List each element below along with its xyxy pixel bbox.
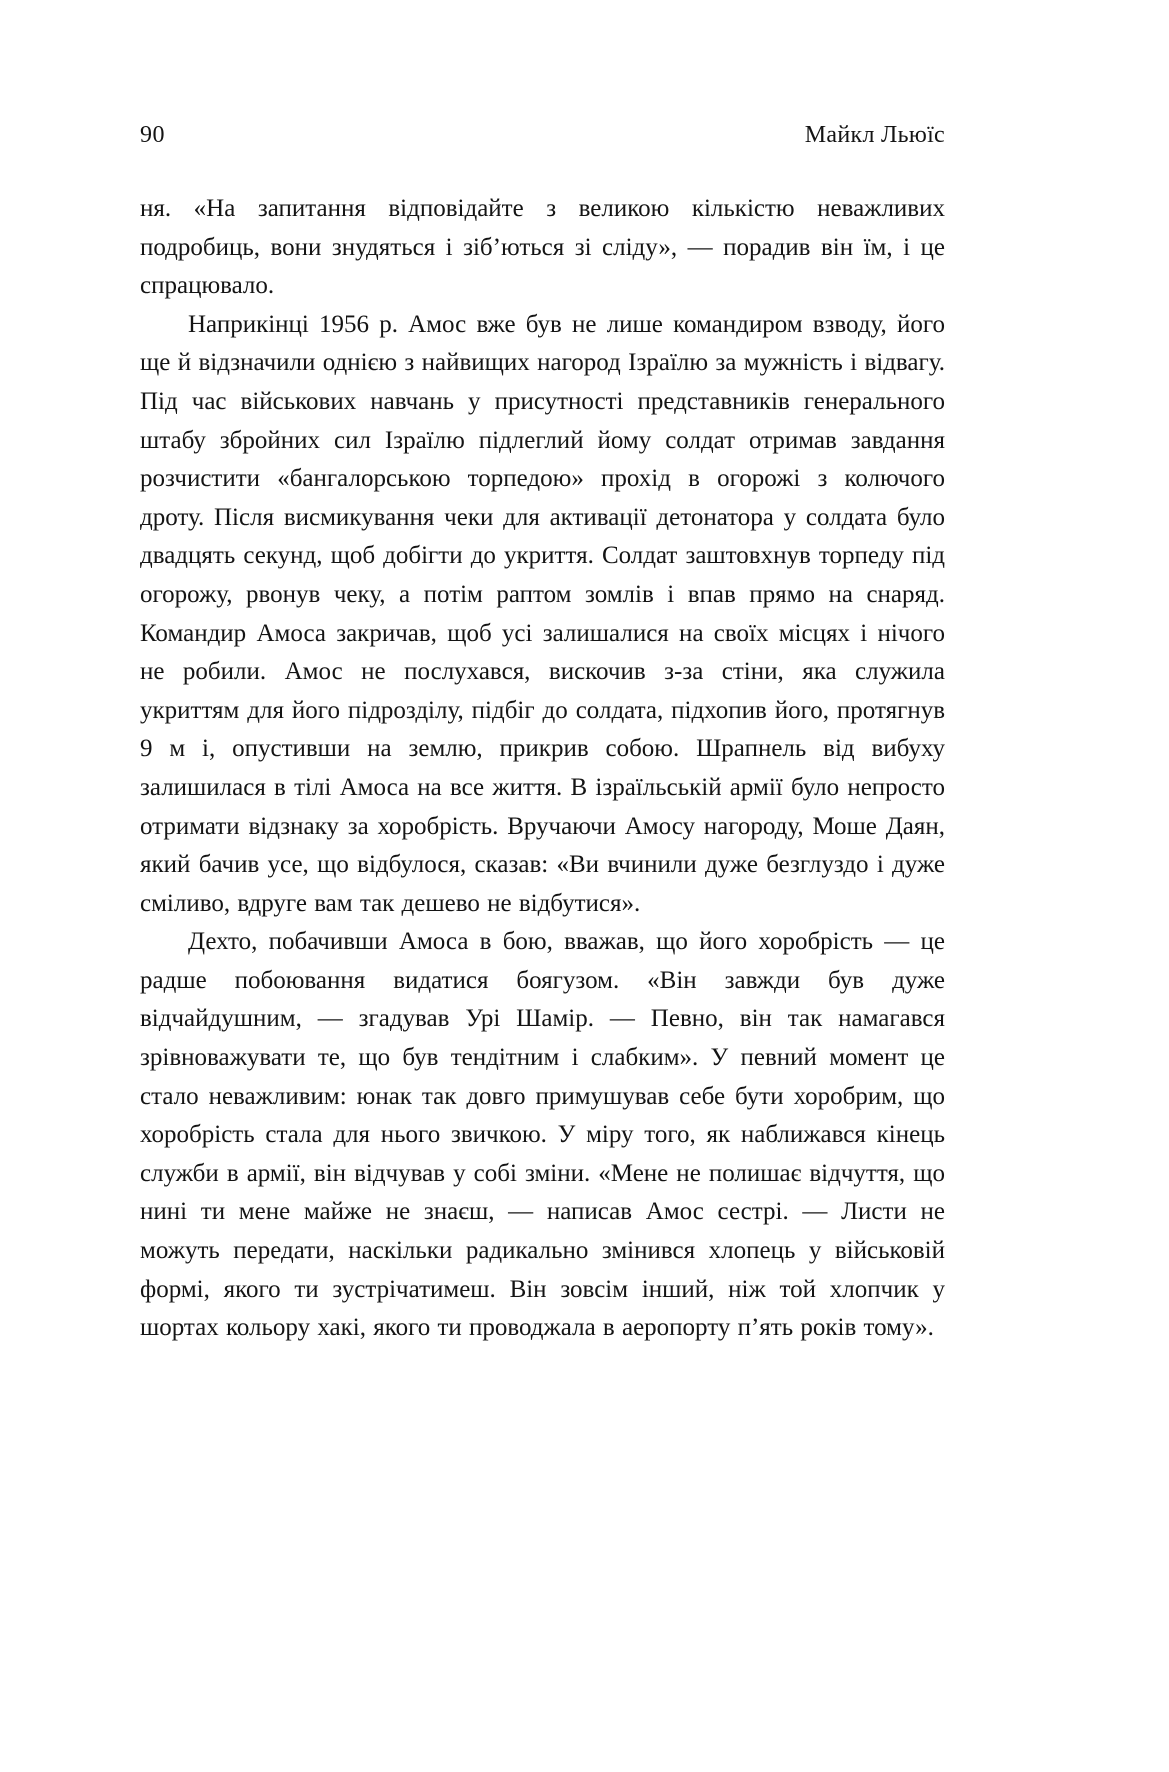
page-number: 90 xyxy=(140,122,165,148)
paragraph-continuation: ня. «На запитання відповідайте з великою кількістю неважливих подробиць, вони знудяться і зіб’ються зі сліду», — порадив він їм, і це спрацювало. xyxy=(140,195,945,300)
paragraph: Дехто, побачивши Амоса в бою, вважав, що його хоробрість — це радше побоювання видатися боягузом. «Він завжди був дуже відчайдушним, — згадував Урі Шамір. — Певно, він так намагався зрівноважувати те, що був тендітним і слабким». У певний момент це стало неважливим: юнак так довго примушував себе бути хоробрим, що хоробрість стала для нього звичкою. У міру того, як наближався кінець служби в армії, він відчував у собі зміни. «Мене не полишає відчуття, що нині ти мене майже не знаєш, — написав Амос сестрі. — Листи не можуть передати, наскільки радикально змінився хлопець у військовій формі, якого ти зустрічатимеш. Він зовсім інший, ніж той хлопчик у шортах кольору хакі, якого ти проводжала в аеропорту п’ять років тому». xyxy=(140,928,945,1342)
running-title: Майкл Льюїс xyxy=(804,122,945,148)
page-body xyxy=(140,190,945,1348)
page-header xyxy=(140,120,945,150)
paragraph: Наприкінці 1956 р. Амос вже був не лише командиром взводу, його ще й відзначили однією з найвищих нагород Ізраїлю за мужність і відвагу. Під час військових навчань у присутності представників генерального штабу збройних сил Ізраїлю підлеглий йому солдат отримав завдання розчистити «бангалорською торпедою» прохід в огорожі з колючого дроту. Після висмикування чеки для активації детонатора у солдата було двадцять секунд, щоб добігти до укриття. Солдат заштовхнув торпеду під огорожу, рвонув чеку, а потім раптом зомлів і впав прямо на снаряд. Командир Амоса закричав, щоб усі залишалися на своїх місцях і нічого не робили. Амос не послухався, вискочив з-за стіни, яка служила укриттям для його підрозділу, підбіг до солдата, підхопив його, протягнув 9 м і, опустивши на землю, прикрив собою. Шрапнель від вибуху залишилася в тілі Амоса на все життя. В ізраїльській армії було непросто отримати відзнаку за хоробрість. Вручаючи Амосу нагороду, Моше Даян, який бачив усе, що відбулося, сказав: «Ви вчинили дуже безглуздо і дуже сміливо, вдруге вам так дешево не відбутися». xyxy=(140,310,945,917)
